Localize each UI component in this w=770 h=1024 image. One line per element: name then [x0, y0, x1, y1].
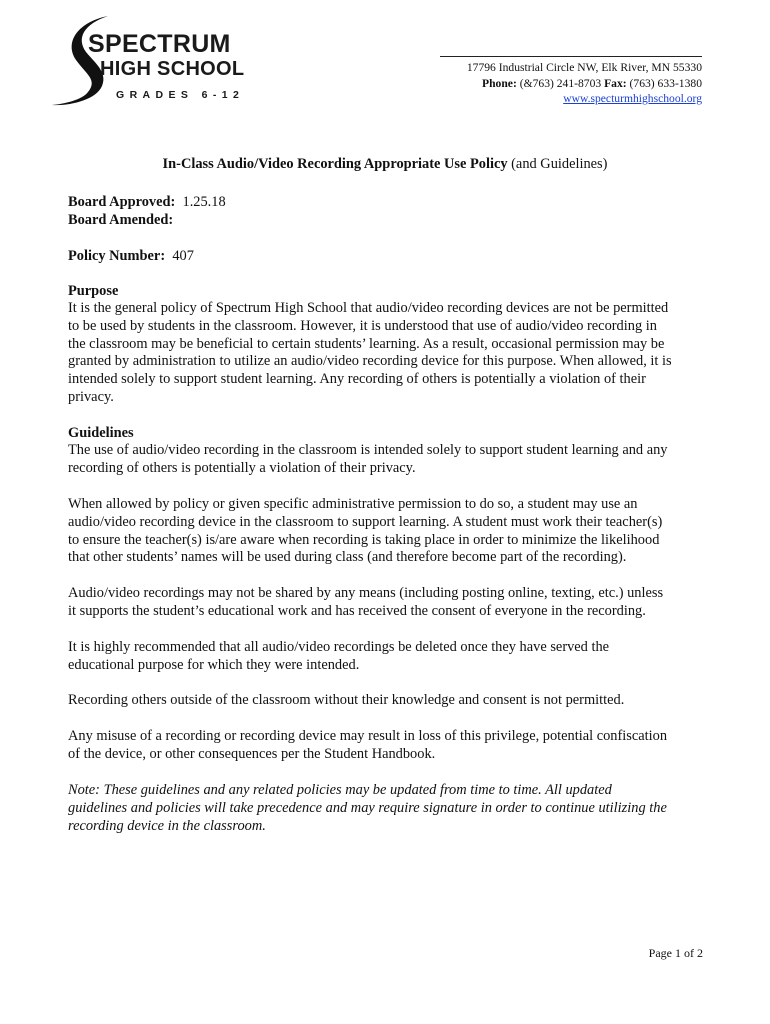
- guidelines-line: Any misuse of a recording or recording device may result in loss of this privilege, potential confiscation: [68, 728, 668, 744]
- document-title: [0, 156, 770, 173]
- title-suffix: (and Guidelines): [507, 156, 608, 172]
- guidelines-heading: Guidelines: [68, 425, 134, 441]
- guidelines-line: recording of others is potentially a violation of their privacy.: [68, 459, 416, 476]
- purpose-line: to be used by students in the classroom. However, it is understood that use of audio/video recording in: [68, 317, 657, 334]
- guidelines-line: audio/video recording device in the classroom to support learning. A student must work their teacher(s): [68, 513, 663, 530]
- title-main: In-Class Audio/Video Recording Appropriate Use Policy: [162, 156, 508, 172]
- contact-block: [440, 56, 702, 107]
- board-approved-line: [68, 193, 226, 211]
- guidelines-paragraph-1: [68, 442, 708, 478]
- policy-number-line: [68, 247, 194, 265]
- guidelines-paragraph-6: [68, 728, 708, 764]
- page-number: Page 1 of 2: [648, 946, 703, 960]
- purpose-paragraph: [68, 300, 708, 407]
- fax-value: (763) 633-1380: [629, 76, 702, 90]
- guidelines-line: Audio/video recordings may not be shared by any means (including posting online, texting, etc.) unless: [68, 585, 664, 601]
- guidelines-note: [68, 782, 708, 835]
- purpose-line: privacy.: [68, 388, 114, 405]
- guidelines-line: of the device, or other consequences per the Student Handbook.: [68, 745, 436, 762]
- contact-divider: [440, 56, 702, 57]
- guidelines-paragraph-5: [68, 692, 708, 710]
- board-amended-line: [68, 211, 173, 229]
- guidelines-line: educational purpose for which they were intended.: [68, 656, 360, 673]
- purpose-line: intended solely to support student learning. Any recording of others is potentially a violation of their: [68, 371, 646, 388]
- note-line: guidelines and policies will take precedence and may require signature in order to continue utilizing the: [68, 799, 667, 816]
- guidelines-line: it supports the student’s educational work and has received the consent of everyone in the recording.: [68, 602, 646, 619]
- board-amended-label: Board Amended:: [68, 212, 174, 228]
- phone-value: (&763) 241-8703: [519, 76, 602, 90]
- purpose-line: It is the general policy of Spectrum High School that audio/video recording devices are not be permitted: [68, 300, 669, 316]
- phone-label: Phone:: [482, 76, 517, 90]
- board-approved-label: Board Approved:: [68, 194, 176, 210]
- guidelines-line: It is highly recommended that all audio/video recordings be deleted once they have served the: [68, 639, 610, 655]
- guidelines-paragraph-3: [68, 585, 708, 621]
- guidelines-line: The use of audio/video recording in the classroom is intended solely to support student learning and any: [68, 442, 668, 458]
- logo-grades: GRADES 6-12: [116, 89, 245, 101]
- school-logo: [50, 14, 250, 106]
- guidelines-line: that other students’ names will be used during class (and therefore become part of the recording).: [68, 549, 627, 566]
- board-approved-value: 1.25.18: [182, 194, 226, 210]
- note-line: recording device in the classroom.: [68, 817, 266, 834]
- policy-number-value: 407: [172, 248, 194, 264]
- policy-number-label: Policy Number:: [68, 248, 166, 264]
- purpose-heading: Purpose: [68, 283, 119, 299]
- logo-word-high-school: HIGH SCHOOL: [100, 58, 245, 80]
- logo-word-spectrum: SPECTRUM: [88, 30, 231, 58]
- guidelines-paragraph-4: [68, 639, 708, 675]
- website-link[interactable]: www.specturmhighschool.org: [563, 92, 702, 105]
- note-line: Note: These guidelines and any related policies may be updated from time to time. All updated: [68, 782, 612, 798]
- guidelines-line: to ensure the teacher(s) is/are aware when recording is taking place in order to minimize the likelihood: [68, 531, 660, 548]
- guidelines-line: When allowed by policy or given specific administrative permission to do so, a student may use an: [68, 496, 638, 512]
- fax-label: Fax:: [604, 76, 627, 90]
- address-line: 17796 Industrial Circle NW, Elk River, MN 55330: [466, 61, 702, 74]
- guidelines-paragraph-2: [68, 496, 708, 567]
- purpose-line: granted by administration to utilize an audio/video recording device for this purpose. When allowed, it is: [68, 353, 672, 370]
- guidelines-line: Recording others outside of the classroom without their knowledge and consent is not permitted.: [68, 692, 625, 708]
- phone-fax-line: [440, 76, 702, 92]
- purpose-line: the classroom may be beneficial to certain students’ learning. As a result, occasional permission may be: [68, 335, 665, 352]
